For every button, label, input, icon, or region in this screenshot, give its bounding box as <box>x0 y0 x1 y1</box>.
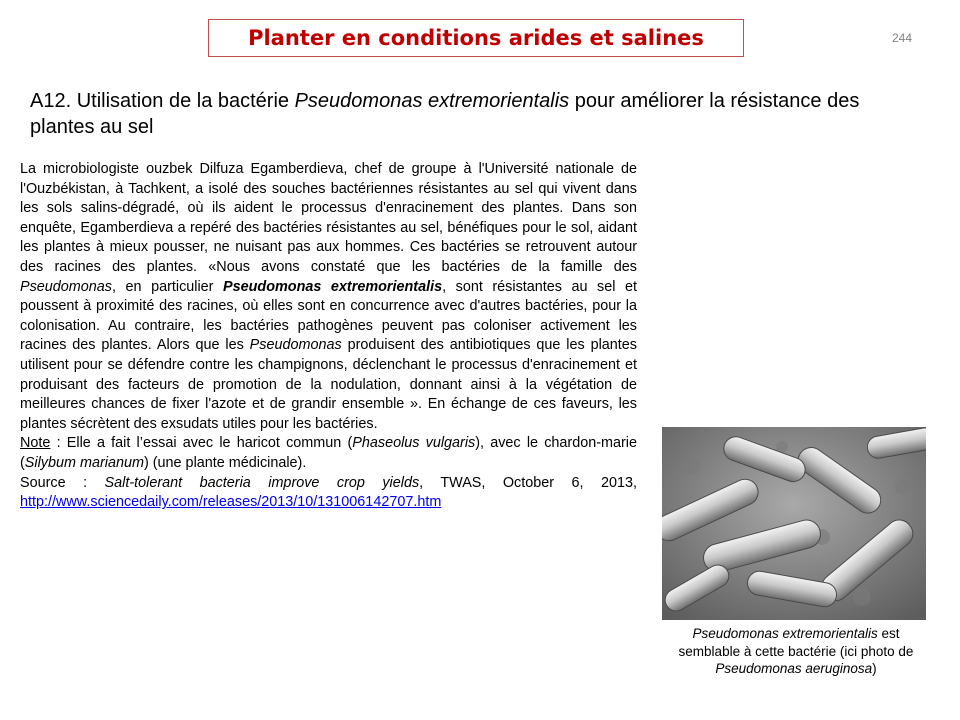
source-part-a: Source : <box>20 474 105 491</box>
p1-part-c: , sont résistantes au sel et poussent à proximité des racines, où elles sont en concurrence avec d'autres bactéries, pour la colonisation. Au contraire, les bactéries pathogènes peuvent pas coloniser activement les racines des plantes. Alors que les <box>20 278 637 354</box>
title-box <box>208 19 744 57</box>
note-species-1: Phaseolus vulgaris <box>352 435 476 452</box>
source-title: Salt-tolerant bacteria improve crop yields <box>104 474 420 491</box>
page-title: Planter en conditions arides et salines <box>248 26 704 50</box>
caption-species: Pseudomonas extremorientalis <box>692 626 878 641</box>
subtitle <box>30 88 890 140</box>
caption-part-b: ) <box>872 661 877 676</box>
p1-genus: Pseudomonas <box>20 278 113 295</box>
p1-part-a: La microbiologiste ouzbek Dilfuza Egamberdieva, chef de groupe à l'Université nationale de l'Ouzbékistan, à Tachkent, a isolé des souches bactériennes résistantes au sel qui vivent dans les sols salins-dégradé, où ils aident le processus d'enracinement des plantes. Dans son enquête, Egamberdieva a repéré des bactéries résistantes au sel, bénéfiques pour le sol, aidant les plantes à mieux pousser, ne nuisant pas aux hommes. Ces bactéries se retrouvent autour des racines des plantes. «Nous avons constaté que les bactéries de la famille des <box>20 161 637 275</box>
caption-part-a: est semblable à cette bactérie (ici photo de <box>678 626 914 659</box>
paragraph-main <box>20 160 637 434</box>
bacteria-micrograph-illustration <box>662 427 926 620</box>
note-label: Note <box>20 435 51 452</box>
p1-genus-2: Pseudomonas <box>249 337 342 354</box>
note-part-c: ) (une plante médicinale). <box>143 454 307 471</box>
caption-species-2: Pseudomonas aeruginosa <box>715 661 873 676</box>
subtitle-suffix: pour améliorer la résistance des plantes au sel <box>30 90 860 138</box>
p1-part-d: produisent des antibiotiques que les plantes utilisent pour se défendre contre les champignons, déclenchant le processus d'enracinement et produisant des facteurs de promotion de la nodulation, donnant ainsi à la végétation de meilleures chances de fixer l'azote et de grandir ensemble ». En échange de ces faveurs, les plantes sécrètent des exsudats utiles pour les bactéries. <box>20 337 637 432</box>
paragraph-note <box>20 434 637 473</box>
subtitle-prefix: A12. Utilisation de la bactérie <box>30 90 295 112</box>
source-part-b: , TWAS, October 6, 2013, <box>419 474 637 491</box>
note-part-a: : Elle a fait l’essai avec le haricot commun ( <box>50 435 353 452</box>
note-part-b: ), avec le chardon-marie ( <box>20 435 637 471</box>
note-species-2: Silybum marianum <box>24 454 144 471</box>
subtitle-species: Pseudomonas extremorientalis <box>294 90 570 112</box>
p1-part-b: , en particulier <box>112 278 224 295</box>
photo-caption <box>660 625 932 678</box>
source-link[interactable]: http://www.sciencedaily.com/releases/2013/10/131006142707.htm <box>20 494 442 511</box>
bacteria-photo <box>662 427 926 620</box>
paragraph-source <box>20 474 637 513</box>
body-text <box>20 160 637 513</box>
page-number: 244 <box>892 31 913 45</box>
p1-species: Pseudomonas extremorientalis <box>223 278 443 295</box>
